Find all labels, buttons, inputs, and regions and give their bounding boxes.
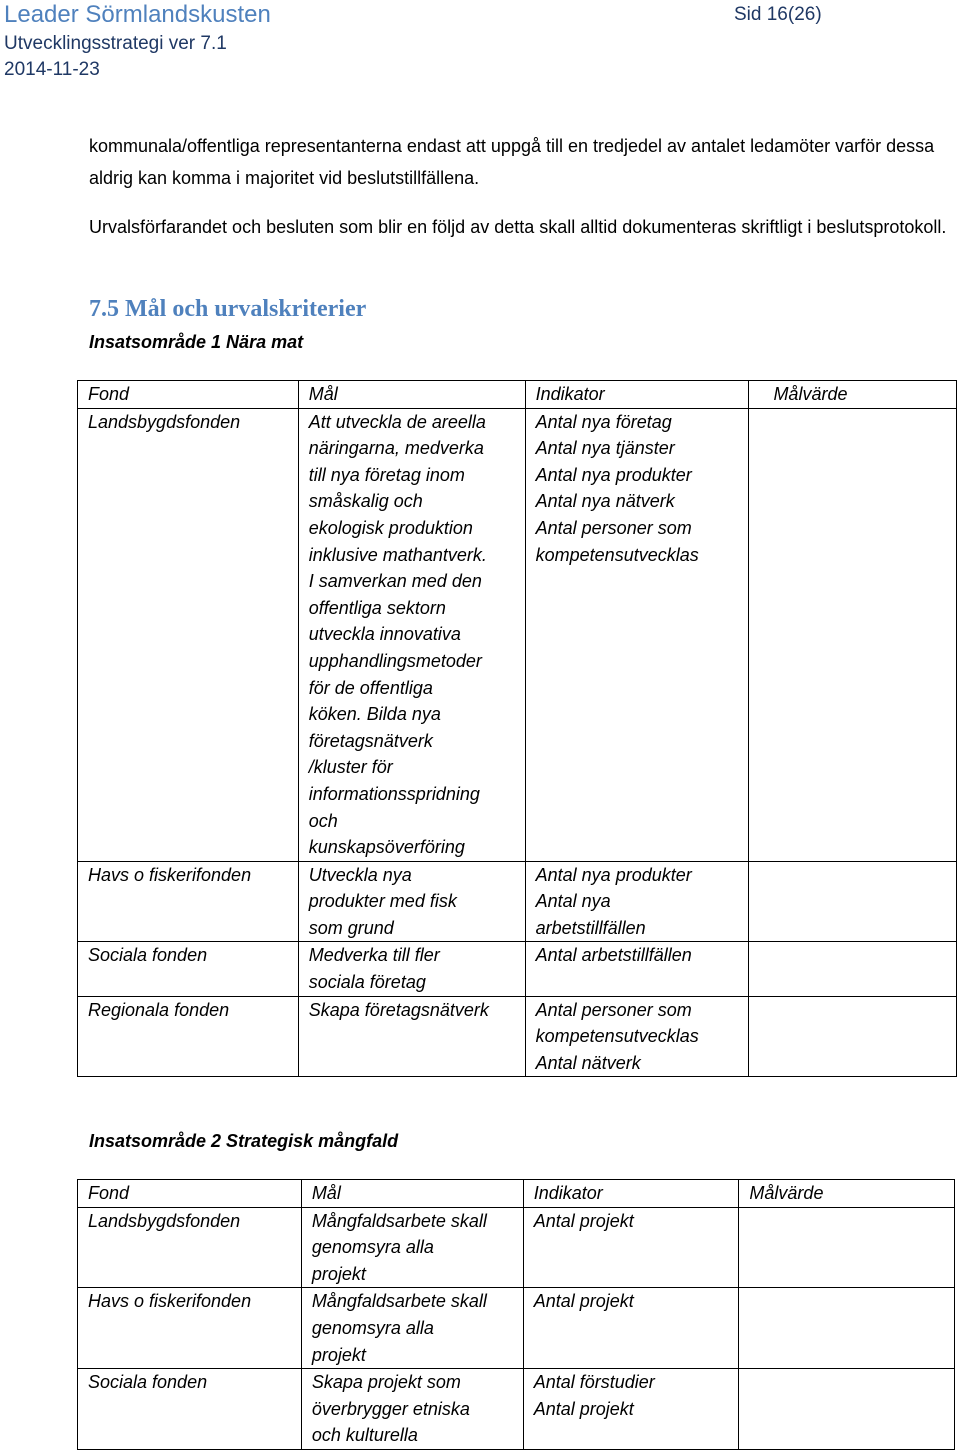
cell-fond: Sociala fonden <box>78 1369 302 1450</box>
mal-line: Mångfaldsarbete skall <box>311 1291 487 1312</box>
col-header-malvarde: Målvärde <box>749 381 957 409</box>
area1-table <box>77 380 957 1077</box>
cell-mal <box>301 1207 523 1288</box>
cell-mal <box>298 861 525 942</box>
cell-indikator <box>523 1369 739 1450</box>
area1-title: Insatsområde 1 Nära mat <box>89 332 304 352</box>
mal-line: informationsspridning <box>308 783 480 804</box>
section-heading: 7.5 Mål och urvalskriterier <box>89 296 367 322</box>
col-header-indikator: Indikator <box>523 1180 739 1208</box>
cell-mal <box>301 1288 523 1369</box>
mal-line: Skapa projekt som <box>311 1372 461 1393</box>
table-row <box>78 408 957 861</box>
cell-indikator <box>525 861 749 942</box>
document-version: Utvecklingsstrategi ver 7.1 <box>4 33 227 54</box>
mal-line: överbrygger etniska <box>311 1398 470 1419</box>
cell-fond: Landsbygdsfonden <box>78 1207 302 1288</box>
col-header-mal: Mål <box>298 381 525 409</box>
cell-indikator <box>525 408 749 861</box>
mal-line: för de offentliga <box>308 677 433 698</box>
mal-line: genomsyra alla <box>311 1317 434 1338</box>
mal-line: Skapa företagsnätverk <box>308 999 489 1020</box>
indikator-line: kompetensutvecklas <box>535 1026 699 1047</box>
area1-table-body <box>78 381 957 1077</box>
cell-fond: Regionala fonden <box>78 996 299 1077</box>
mal-line: I samverkan med den <box>308 571 482 592</box>
indikator-line: Antal projekt <box>533 1210 634 1231</box>
mal-line: offentliga sektorn <box>308 597 446 618</box>
cell-malvarde <box>739 1369 955 1450</box>
mal-line: som grund <box>308 917 394 938</box>
cell-malvarde <box>749 408 957 861</box>
indikator-line: Antal personer som <box>535 517 692 538</box>
cell-fond: Sociala fonden <box>78 942 299 996</box>
col-header-fond: Fond <box>78 381 299 409</box>
table-row <box>78 1207 955 1288</box>
table-header-row <box>78 381 957 409</box>
cell-malvarde <box>749 996 957 1077</box>
indikator-line: Antal nya produkter <box>535 464 692 485</box>
indikator-line: kompetensutvecklas <box>535 544 699 565</box>
col-header-malvarde: Målvärde <box>739 1180 955 1208</box>
cell-malvarde <box>749 942 957 996</box>
col-header-fond: Fond <box>78 1180 302 1208</box>
table-row <box>78 1369 955 1450</box>
mal-line: upphandlingsmetoder <box>308 650 482 671</box>
body-paragraph-2: Urvalsförfarandet och besluten som blir en följd av detta skall alltid dokumenteras skriftligt i beslutsprotokoll. <box>89 217 947 237</box>
mal-line: Mångfaldsarbete skall <box>311 1210 487 1231</box>
cell-mal <box>298 942 525 996</box>
body-paragraph-1: kommunala/offentliga representanterna endast att uppgå till en tredjedel av antalet ledamöter varför dessa aldrig kan komma i majoritet vid beslutstillfällena. <box>89 136 935 188</box>
mal-line: kunskapsöverföring <box>308 837 465 858</box>
indikator-line: Antal projekt <box>533 1398 634 1419</box>
indikator-line: Antal nya produkter <box>535 864 692 885</box>
mal-line: småskalig och <box>308 491 423 512</box>
cell-fond: Havs o fiskerifonden <box>78 861 299 942</box>
cell-indikator <box>525 942 749 996</box>
mal-line: ekologisk produktion <box>308 517 473 538</box>
mal-line: inklusive mathantverk. <box>308 544 487 565</box>
cell-mal <box>298 996 525 1077</box>
cell-indikator <box>523 1288 739 1369</box>
mal-line: företagsnätverk <box>308 730 433 751</box>
mal-line: sociala företag <box>308 972 426 993</box>
cell-fond: Havs o fiskerifonden <box>78 1288 302 1369</box>
cell-indikator <box>523 1207 739 1288</box>
cell-indikator <box>525 996 749 1077</box>
area2-table-body <box>78 1180 955 1450</box>
indikator-line: Antal nya tjänster <box>535 438 675 459</box>
table-row <box>78 861 957 942</box>
indikator-line: Antal arbetstillfällen <box>535 945 692 966</box>
mal-line: köken. Bilda nya <box>308 704 441 725</box>
mal-line: projekt <box>311 1263 366 1284</box>
area2-title: Insatsområde 2 Strategisk mångfald <box>89 1131 399 1151</box>
table-row <box>78 996 957 1077</box>
table-row <box>78 1288 955 1369</box>
indikator-line: Antal nya nätverk <box>535 491 675 512</box>
mal-line: Utveckla nya <box>308 864 412 885</box>
mal-line: projekt <box>311 1344 366 1365</box>
mal-line: produkter med fisk <box>308 891 457 912</box>
indikator-line: Antal förstudier <box>533 1372 655 1393</box>
indikator-line: Antal personer som <box>535 999 692 1020</box>
indikator-line: Antal nya företag <box>535 411 672 432</box>
mal-line: till nya företag inom <box>308 464 465 485</box>
mal-line: näringarna, medverka <box>308 438 484 459</box>
cell-mal <box>301 1369 523 1450</box>
cell-malvarde <box>739 1288 955 1369</box>
header-org-name: Leader Sörmlandskusten <box>4 1 271 28</box>
mal-line: /kluster för <box>308 757 393 778</box>
indikator-line: Antal projekt <box>533 1291 634 1312</box>
indikator-line: arbetstillfällen <box>535 917 646 938</box>
mal-line: och kulturella <box>311 1425 418 1446</box>
mal-line: Medverka till fler <box>308 945 440 966</box>
table-header-row <box>78 1180 955 1208</box>
table-row <box>78 942 957 996</box>
cell-malvarde <box>739 1207 955 1288</box>
mal-line: genomsyra alla <box>311 1237 434 1258</box>
mal-line: Att utveckla de areella <box>308 411 486 432</box>
indikator-line: Antal nätverk <box>535 1052 641 1073</box>
area2-table <box>77 1179 955 1450</box>
document-date: 2014-11-23 <box>4 59 100 80</box>
col-header-mal: Mål <box>301 1180 523 1208</box>
indikator-line: Antal nya <box>535 891 611 912</box>
cell-malvarde <box>749 861 957 942</box>
mal-line: utveckla innovativa <box>308 624 461 645</box>
mal-line: och <box>308 810 338 831</box>
col-header-indikator: Indikator <box>525 381 749 409</box>
cell-fond: Landsbygdsfonden <box>78 408 299 861</box>
page-number: Sid 16(26) <box>734 4 822 25</box>
cell-mal <box>298 408 525 861</box>
